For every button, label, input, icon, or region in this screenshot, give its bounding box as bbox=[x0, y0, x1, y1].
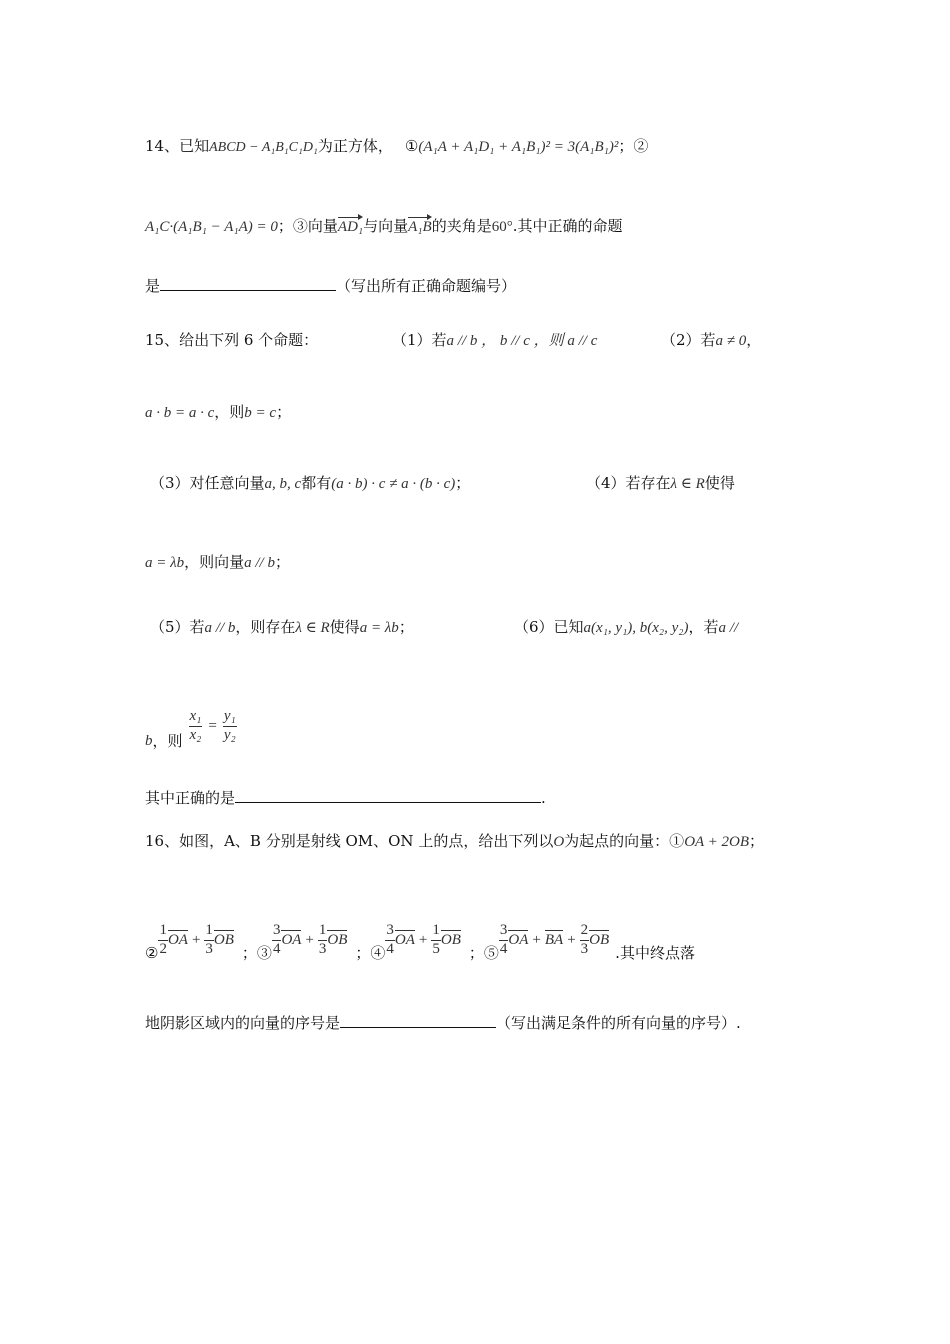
q14-circled-1: ① bbox=[404, 137, 419, 155]
q15-p2-comma: ， bbox=[746, 331, 762, 349]
q16-f5b-num: 2 bbox=[580, 923, 590, 941]
q14-line-3 bbox=[145, 276, 516, 294]
q15-p1-label: （1）若 bbox=[392, 331, 447, 349]
q15-p3-all: 都有 bbox=[301, 474, 332, 492]
q15-frac-y bbox=[223, 709, 237, 744]
q15-p4-label: （4）若存在 bbox=[586, 474, 671, 492]
q15-frac-x bbox=[189, 709, 203, 744]
q16-v3-ob: OB bbox=[327, 932, 348, 948]
q16-f2b-num: 1 bbox=[204, 923, 214, 941]
q15-p6-parallel: a // bbox=[718, 620, 739, 636]
q15-frac-eq: = bbox=[208, 718, 217, 734]
q16-origin: O bbox=[553, 834, 565, 850]
q15-p2-label: （2）若 bbox=[661, 331, 716, 349]
q16-tail: .其中终点落 bbox=[615, 944, 695, 962]
q15-p6-expr: a(x₁, y₁), b(x₂, y₂) bbox=[583, 620, 689, 636]
q16-f2a bbox=[158, 923, 168, 958]
q15-p3-semicolon: ； bbox=[455, 474, 471, 492]
q16-f3b-den: 3 bbox=[318, 941, 327, 957]
q14-expr-1: (A₁A + A₁D₁ + A₁B₁)² = 3(A₁B₁)² bbox=[418, 139, 619, 155]
q16-sep-1: ； bbox=[749, 832, 765, 850]
q15-period: . bbox=[541, 789, 546, 807]
q16-answer-blank[interactable] bbox=[340, 1013, 496, 1028]
q15-p2-result: b = c bbox=[244, 405, 277, 421]
q16-line-3 bbox=[145, 1013, 741, 1031]
q14-with-vector: 与向量 bbox=[363, 217, 409, 235]
q15-p6-label: （6）已知 bbox=[514, 618, 584, 636]
q16-f4b-den: 5 bbox=[432, 941, 440, 957]
q14-correct-text: .其中正确的命题 bbox=[512, 217, 623, 235]
q16-sep-3: ；③ bbox=[241, 944, 272, 962]
q16-v5-ba: BA bbox=[544, 932, 564, 948]
q15-p4-then: ，则向量 bbox=[184, 553, 245, 571]
q16-line-2 bbox=[145, 920, 695, 961]
q15-p3-vectors: a, b, c bbox=[264, 476, 302, 492]
q16-plus-5b: + bbox=[567, 932, 576, 948]
q15-prop-6 bbox=[514, 620, 738, 636]
q15-frac-x-num: x₁ bbox=[189, 709, 203, 727]
q15-p6-if: ，若 bbox=[688, 618, 719, 636]
q16-f5a-den: 4 bbox=[499, 941, 508, 957]
q15-p5-lambda: λ ∈ R bbox=[295, 620, 330, 636]
q15-p1-expr: a // b ， b // c ，则 a // c bbox=[446, 333, 598, 349]
q16-vectors-label: 为起点的向量：① bbox=[564, 832, 685, 850]
q16-f5a bbox=[499, 923, 509, 958]
q14-line-1 bbox=[145, 139, 648, 155]
q15-p4-expr: λ ∈ R bbox=[670, 476, 705, 492]
q15-frac-y-num: y₁ bbox=[223, 709, 237, 727]
q15-p4-such: 使得 bbox=[704, 474, 735, 492]
q16-sep-4: ；④ bbox=[355, 944, 386, 962]
q14-intro: 14、已知 bbox=[145, 137, 210, 155]
q16-f5a-num: 3 bbox=[499, 923, 509, 941]
q15-prop-5 bbox=[150, 620, 414, 636]
q15-line-6 bbox=[145, 704, 237, 749]
q15-p6-then: ，则 bbox=[152, 732, 183, 750]
q15-answer-blank[interactable] bbox=[235, 788, 541, 803]
q14-is: 是 bbox=[145, 277, 161, 295]
q14-intro-b: 为正方体， bbox=[317, 137, 393, 155]
q16-f3a-den: 4 bbox=[272, 941, 281, 957]
q14-prop-3: ；③向量 bbox=[277, 217, 338, 235]
q16-answer-label: 地阴影区域内的向量的序号是 bbox=[145, 1014, 341, 1032]
q15-p4-semicolon: ； bbox=[274, 553, 290, 571]
q16-f3b bbox=[318, 923, 328, 958]
q16-f3b-num: 1 bbox=[318, 923, 328, 941]
q14-vector-ad1: AD₁ bbox=[337, 219, 364, 235]
q16-f2b bbox=[204, 923, 214, 958]
q15-prop-2 bbox=[661, 333, 761, 349]
q16-v3-oa: OA bbox=[281, 932, 302, 948]
q15-p4-cond: a = λb bbox=[145, 555, 185, 571]
q15-frac-y-den: y₂ bbox=[223, 727, 236, 743]
q16-v2-ob: OB bbox=[213, 932, 234, 948]
q16-f5b-den: 3 bbox=[580, 941, 589, 957]
q14-vector-a1b: A₁B bbox=[408, 219, 432, 235]
q16-f4b-num: 1 bbox=[431, 923, 441, 941]
q16-sep-5: ；⑤ bbox=[468, 944, 499, 962]
q15-p3-label: （3）对任意向量 bbox=[150, 474, 265, 492]
q16-v5-ob: OB bbox=[589, 932, 610, 948]
q16-f4a-num: 3 bbox=[385, 923, 395, 941]
q15-p4-result: a // b bbox=[244, 555, 275, 571]
q14-line-2 bbox=[145, 219, 622, 235]
q14-expr-2: A₁C·(A₁B₁ − A₁A) = 0 bbox=[145, 219, 278, 235]
q15-title bbox=[145, 333, 318, 348]
q16-f2b-den: 3 bbox=[205, 941, 213, 957]
q16-instruction: （写出满足条件的所有向量的序号）. bbox=[496, 1014, 741, 1032]
q15-p5-cond: a // b bbox=[204, 620, 236, 636]
q15-prop-4 bbox=[586, 476, 735, 492]
q16-v4-oa: OA bbox=[394, 932, 415, 948]
q16-f4a-den: 4 bbox=[386, 941, 394, 957]
q16-v2-oa: OA bbox=[167, 932, 188, 948]
q16-f3a-num: 3 bbox=[272, 923, 282, 941]
q15-correct-label: 其中正确的是 bbox=[145, 789, 236, 807]
q15-p5-exists: ，则存在 bbox=[235, 618, 296, 636]
q16-expr-1: OA + 2OB bbox=[684, 834, 750, 850]
q16-f4a bbox=[385, 923, 395, 958]
q15-then: ，则 bbox=[214, 403, 245, 421]
q16-plus-2: + bbox=[191, 932, 201, 948]
q15-p5-label: （5）若 bbox=[150, 618, 205, 636]
q16-v4-ob: OB bbox=[440, 932, 461, 948]
q15-p5-semicolon: ； bbox=[398, 618, 414, 636]
q15-p2-expr: a ≠ 0 bbox=[715, 333, 747, 349]
q16-circled-2: ② bbox=[145, 944, 159, 962]
q15-frac-x-den: x₂ bbox=[189, 727, 202, 743]
q15-line-2 bbox=[145, 405, 291, 421]
q15-prop-3 bbox=[150, 476, 470, 492]
q16-intro: 16、如图，A、B 分别是射线 OM、ON 上的点，给出下列以 bbox=[145, 832, 554, 850]
q14-sep-2: ；② bbox=[618, 137, 649, 155]
q14-angle-text: 的夹角是 bbox=[431, 217, 492, 235]
q15-p3-expr: (a · b) · c ≠ a · (b · c) bbox=[331, 476, 456, 492]
q15-semicolon: ； bbox=[276, 403, 292, 421]
q14-instruction: （写出所有正确命题编号） bbox=[336, 277, 517, 295]
q14-angle: 60° bbox=[491, 219, 513, 235]
q15-p6-b: b bbox=[145, 733, 153, 749]
q16-plus-4: + bbox=[418, 932, 428, 948]
q16-plus-5a: + bbox=[532, 932, 541, 948]
q16-f4b bbox=[431, 923, 441, 958]
q14-answer-blank[interactable] bbox=[160, 276, 336, 291]
q15-prop-1 bbox=[392, 333, 597, 349]
q14-cube-name: ABCD − A₁B₁C₁D₁ bbox=[209, 140, 318, 155]
q15-p2-cond: a · b = a · c bbox=[145, 405, 215, 421]
q15-answer-line bbox=[145, 788, 546, 806]
q16-plus-3: + bbox=[305, 932, 314, 948]
q15-p5-such: 使得 bbox=[329, 618, 360, 636]
q16-f5b bbox=[580, 923, 590, 958]
q15-intro: 15、给出下列 6 个命题： bbox=[145, 331, 319, 349]
q15-line-4 bbox=[145, 555, 290, 571]
q16-v5-oa: OA bbox=[508, 932, 529, 948]
q16-line-1 bbox=[145, 834, 764, 850]
q16-f3a bbox=[272, 923, 282, 958]
q16-f2a-den: 2 bbox=[159, 941, 167, 957]
q15-p5-result: a = λb bbox=[359, 620, 399, 636]
q16-f2a-num: 1 bbox=[158, 923, 168, 941]
